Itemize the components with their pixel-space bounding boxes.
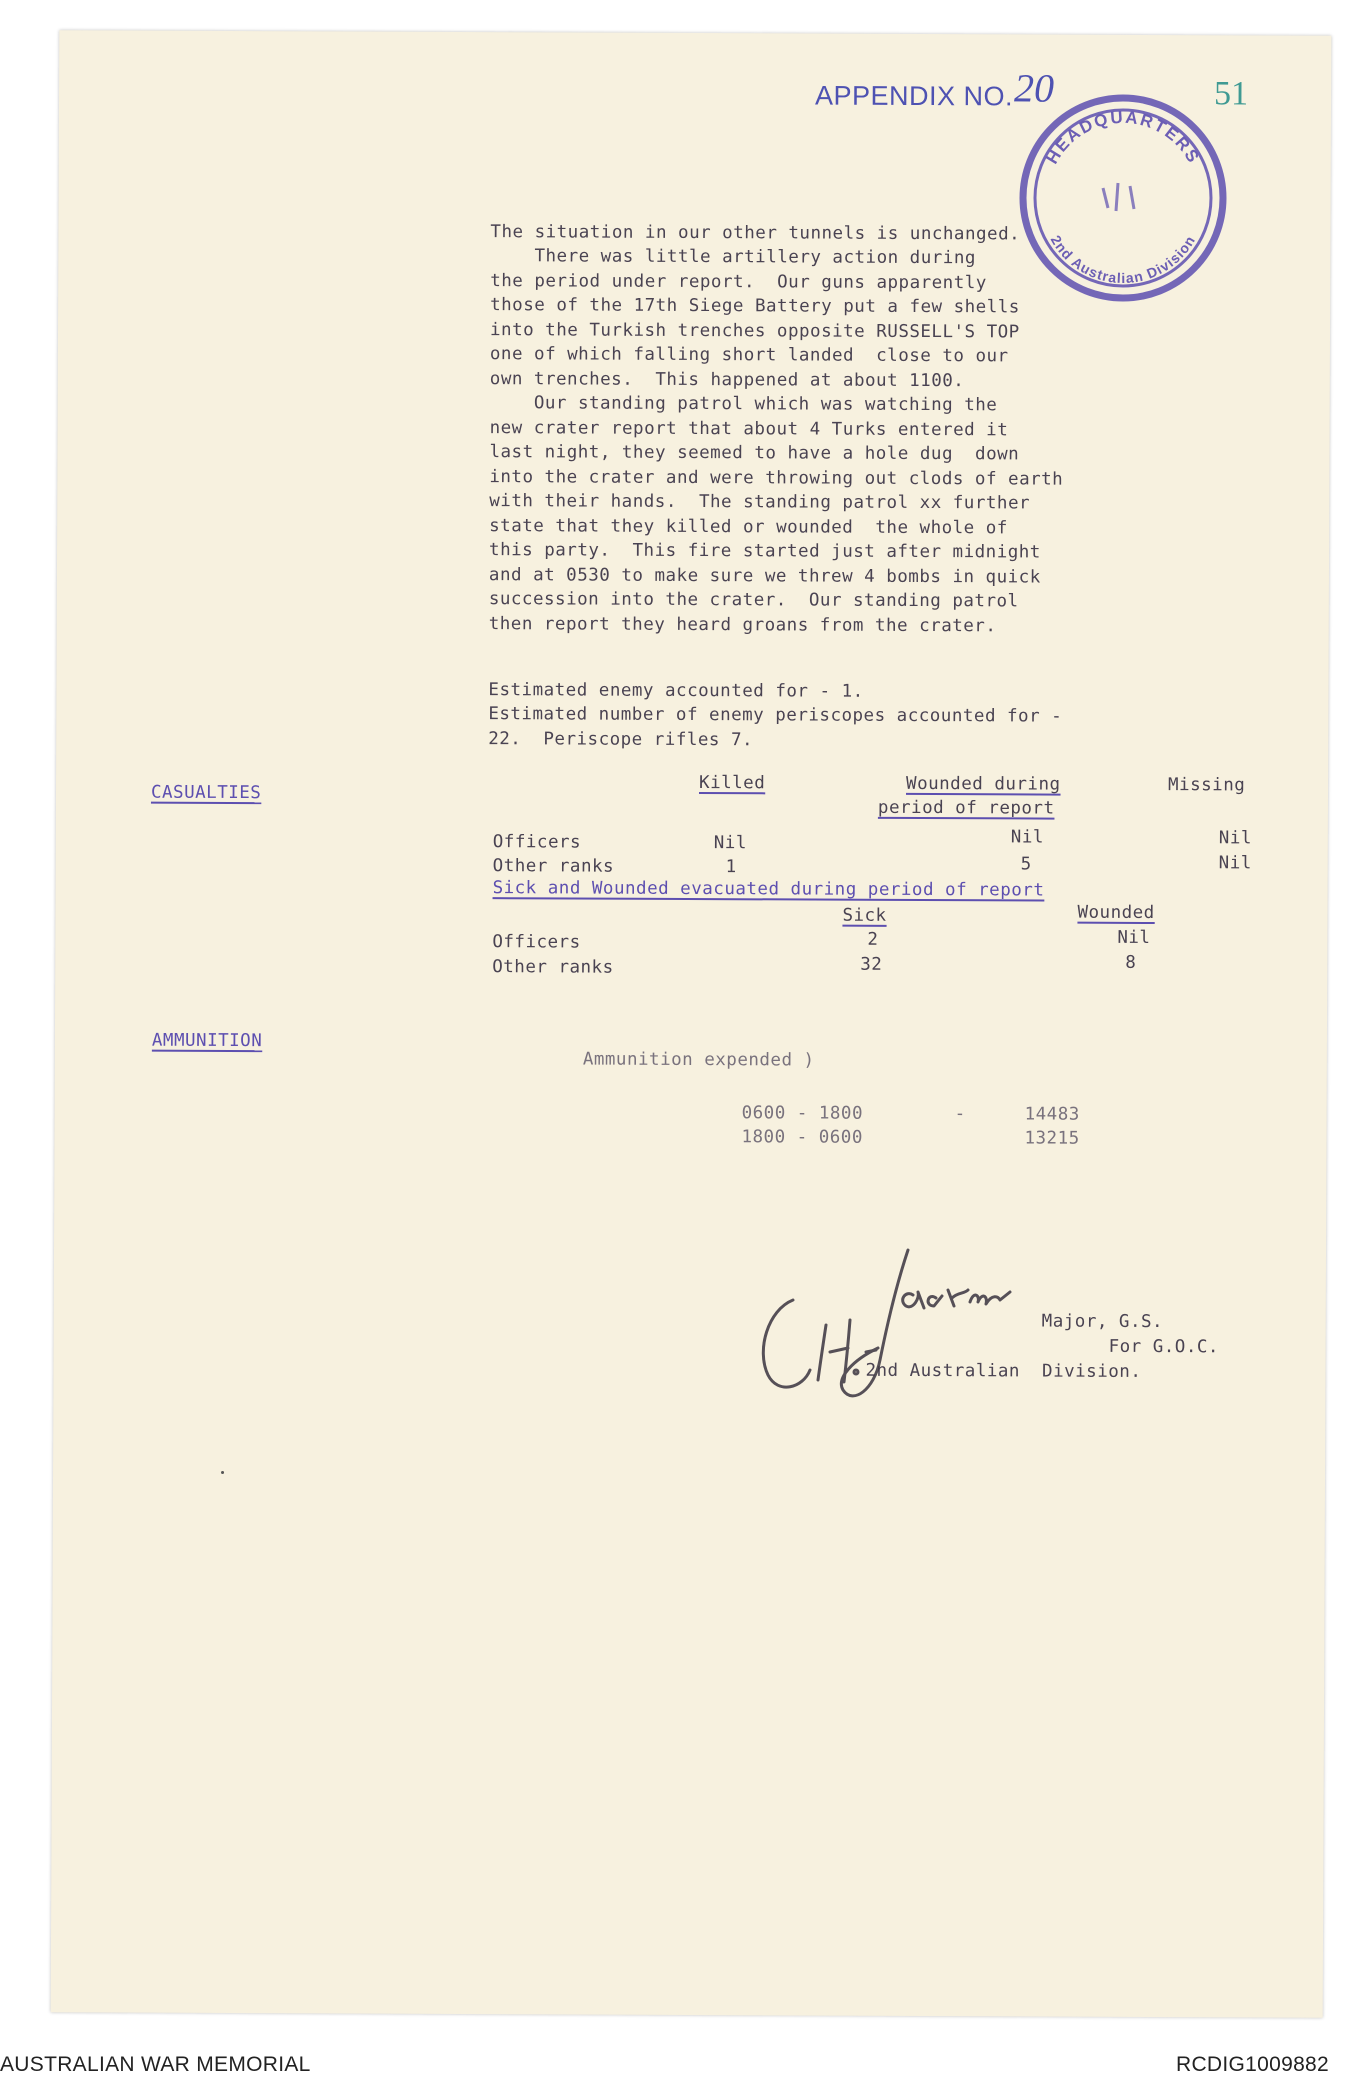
body-line: then report they heard groans from the crater. [488, 614, 997, 637]
body-line: own trenches. This happened at about 1100. [489, 369, 965, 392]
evac-other-ranks-label: Other ranks [492, 957, 614, 978]
stamp-top-text: HEADQUARTERS [1042, 107, 1204, 168]
signatory-for: For G.O.C. [1108, 1336, 1219, 1358]
appendix-number: 20 [1013, 65, 1055, 111]
headquarters-stamp-icon [1008, 83, 1238, 313]
ammunition-amount: 13215 [1024, 1128, 1080, 1149]
row-other-ranks-killed: 1 [725, 857, 737, 878]
body-line: state that they killed or wounded the whole of [489, 516, 1008, 539]
body-line: There was little artillery action during [490, 246, 976, 269]
body-line: with their hands. The standing patrol xx further [489, 491, 1031, 514]
svg-text:2nd Australian Division [1048, 232, 1199, 286]
row-officers-missing: Nil [1218, 828, 1252, 849]
ammunition-label: Ammunition expended ) [582, 1049, 815, 1071]
evac-officers-sick: 2 [867, 929, 879, 950]
col-killed: Killed [699, 773, 766, 794]
body-line: the period under report. Our guns apparently [490, 271, 987, 294]
body-line: and at 0530 to make sure we threw 4 bombs in quick [488, 565, 1041, 588]
estimate-line: 22. Periscope rifles 7. [488, 729, 754, 751]
body-line: Our standing patrol which was watching the [489, 393, 998, 416]
body-line: this party. This fire started just after midnight [489, 540, 1041, 563]
row-other-ranks-label: Other ranks [492, 856, 615, 877]
signatory-division: 2nd Australian Division. [865, 1360, 1142, 1382]
ammunition-dash: - [954, 1104, 966, 1125]
body-line: into the crater and were throwing out clods of earth [489, 467, 1064, 490]
folio-number: 51 [1213, 75, 1249, 113]
ammunition-amount: 14483 [1024, 1104, 1080, 1125]
evac-other-ranks-wounded: 8 [1125, 952, 1137, 973]
footer-right: RCDIG1009882 [1176, 2053, 1330, 2076]
document-page [51, 30, 1332, 2018]
body-line: one of which falling short landed close to our [489, 344, 1009, 367]
footer-left: AUSTRALIAN WAR MEMORIAL [0, 2053, 311, 2076]
row-officers-label: Officers [492, 832, 582, 853]
evac-col-sick: Sick [842, 905, 887, 926]
paper-mark [221, 1471, 224, 1474]
row-other-ranks-wounded: 5 [1020, 854, 1032, 875]
body-line: those of the 17th Siege Battery put a few shells [490, 295, 1020, 318]
row-officers-wounded: Nil [1010, 827, 1044, 848]
signature-image [748, 1240, 1048, 1410]
col-wounded-line2: period of report [877, 797, 1055, 819]
body-line: The situation in our other tunnels is unchanged. [490, 222, 1021, 245]
body-line: new crater report that about 4 Turks entered it [489, 418, 1009, 441]
body-line: last night, they seemed to have a hole dug down [489, 442, 1020, 465]
estimate-line: Estimated number of enemy periscopes accounted for - [488, 704, 1063, 727]
ammunition-period: 0600 - 1800 [741, 1103, 864, 1124]
ammunition-heading: AMMUNITION [151, 1030, 263, 1052]
ammunition-period: 1800 - 0600 [741, 1127, 863, 1148]
evac-other-ranks-sick: 32 [860, 954, 883, 975]
evac-col-wounded: Wounded [1077, 902, 1155, 924]
body-line: into the Turkish trenches opposite RUSSELL'S TOP [489, 320, 1020, 343]
body-line: succession into the crater. Our standing patrol [488, 589, 1019, 612]
appendix-label: APPENDIX NO. [814, 80, 1014, 112]
col-missing: Missing [1168, 775, 1246, 796]
estimate-line: Estimated enemy accounted for - 1. [488, 680, 864, 702]
evac-officers-label: Officers [492, 932, 581, 953]
evac-officers-wounded: Nil [1117, 927, 1151, 949]
col-wounded-line1: Wounded during [906, 773, 1061, 795]
row-officers-killed: Nil [713, 833, 747, 854]
stamp-bottom-text: 2nd Australian Division [1047, 232, 1199, 287]
casualties-heading: CASUALTIES [150, 782, 262, 804]
signatory-rank: Major, G.S. [1041, 1311, 1164, 1333]
evacuated-heading: Sick and Wounded evacuated during period of report [492, 878, 1045, 901]
row-other-ranks-missing: Nil [1218, 853, 1252, 874]
